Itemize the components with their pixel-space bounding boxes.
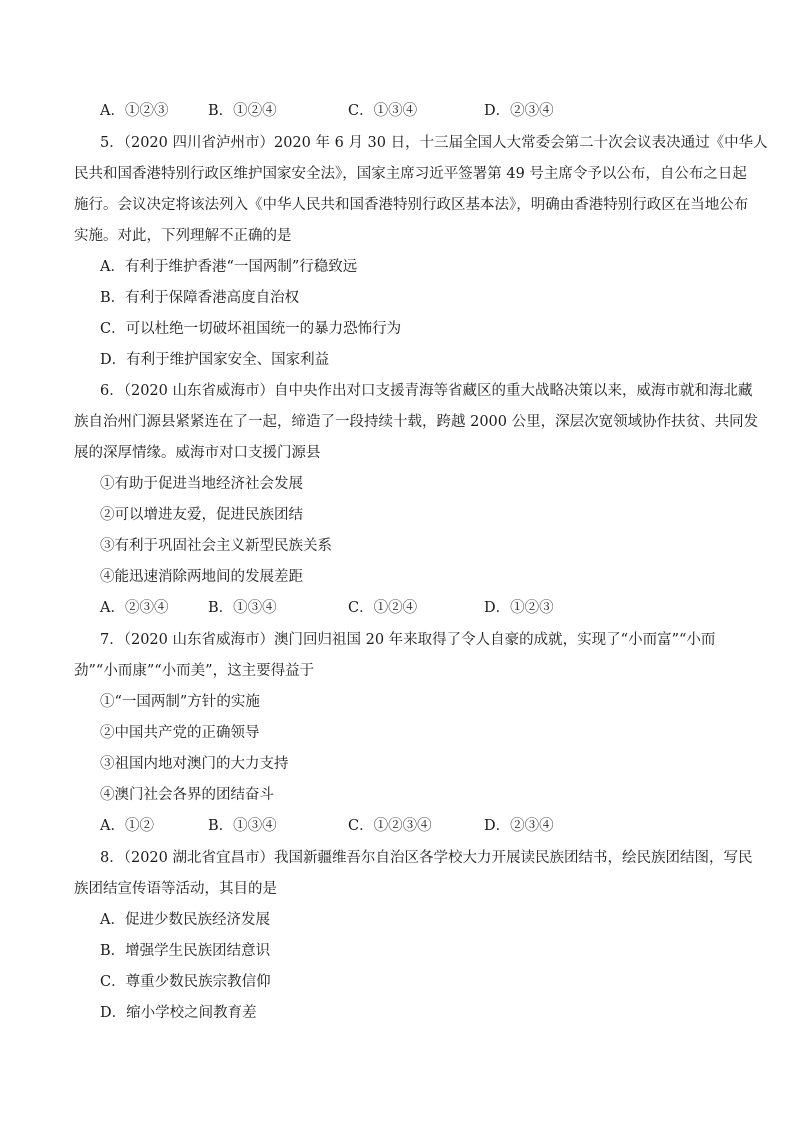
q8-choice-b[interactable]: B．增强学生民族团结意识 xyxy=(100,943,271,959)
q7-option-d[interactable]: D．②③④ xyxy=(484,818,554,834)
q6-stem-line-2: 族自治州门源县紧紧连在了一起，缔造了一段持续十载，跨越 2000 公里，深层次宽领域协作扶贫、共同发 xyxy=(74,414,759,430)
q6-stem-line-1: 6．（2020 山东省威海市）自中央作出对口支援青海等省藏区的重大战略决策以来，威海市就和海北藏 xyxy=(100,383,753,399)
q6-stem-line-3: 展的深厚情缘。威海市对口支援门源县 xyxy=(74,445,321,461)
q4-option-b[interactable]: B．①②④ xyxy=(208,103,277,119)
q6-item-3: ③有利于巩固社会主义新型民族关系 xyxy=(100,538,332,554)
q4-option-d[interactable]: D．②③④ xyxy=(484,103,554,119)
q6-option-d[interactable]: D．①②③ xyxy=(484,600,554,616)
q7-item-4: ④澳门社会各界的团结奋斗 xyxy=(100,787,274,803)
q4-options xyxy=(100,101,700,121)
q5-stem-line-2: 民共和国香港特别行政区维护国家安全法》，国家主席习近平签署第 49 号主席令予以公布，自公布之日起 xyxy=(74,166,747,182)
q7-option-c[interactable]: C．①②③④ xyxy=(348,818,432,834)
q7-option-b[interactable]: B．①③④ xyxy=(208,818,277,834)
q5-stem-line-3: 施行。会议决定将该法列入《中华人民共和国香港特别行政区基本法》，明确由香港特别行政区在当地公布 xyxy=(74,197,749,213)
q8-choice-d[interactable]: D．缩小学校之间教育差 xyxy=(100,1005,257,1021)
q6-options xyxy=(100,598,700,618)
q7-item-1: ①“一国两制”方针的实施 xyxy=(100,694,260,710)
q7-options xyxy=(100,816,700,836)
q5-choice-c[interactable]: C．可以杜绝一切破坏祖国统一的暴力恐怖行为 xyxy=(100,321,402,337)
q6-option-a[interactable]: A．②③④ xyxy=(100,600,169,616)
q5-stem-line-4: 实施。对此，下列理解不正确的是 xyxy=(74,228,292,244)
q5-choice-d[interactable]: D．有利于维护国家安全、国家利益 xyxy=(100,352,330,368)
q4-option-c[interactable]: C．①③④ xyxy=(348,103,418,119)
q5-stem-line-1: 5．（2020 四川省泸州市）2020 年 6 月 30 日，十三届全国人大常委会第二十次会议表决通过《中华人 xyxy=(100,135,768,151)
q6-item-1: ①有助于促进当地经济社会发展 xyxy=(100,476,303,492)
q7-stem-line-1: 7．（2020 山东省威海市）澳门回归祖国 20 年来取得了令人自豪的成就，实现了“小而富”“小而 xyxy=(100,632,716,648)
q6-item-2: ②可以增进友爱，促进民族团结 xyxy=(100,507,303,523)
q7-item-3: ③祖国内地对澳门的大力支持 xyxy=(100,756,289,772)
q6-option-b[interactable]: B．①③④ xyxy=(208,600,277,616)
q8-choice-a[interactable]: A．促进少数民族经济发展 xyxy=(100,912,270,928)
q7-option-a[interactable]: A．①② xyxy=(100,818,154,834)
q5-choice-a[interactable]: A．有利于维护香港“一国两制”行稳致远 xyxy=(100,259,358,275)
q6-option-c[interactable]: C．①②④ xyxy=(348,600,418,616)
q6-item-4: ④能迅速消除两地间的发展差距 xyxy=(100,569,303,585)
q7-item-2: ②中国共产党的正确领导 xyxy=(100,725,260,741)
q5-choice-b[interactable]: B．有利于保障香港高度自治权 xyxy=(100,290,300,306)
q8-stem-line-2: 族团结宣传语等活动，其目的是 xyxy=(74,881,277,897)
q4-option-a[interactable]: A．①②③ xyxy=(100,103,169,119)
q8-choice-c[interactable]: C．尊重少数民族宗教信仰 xyxy=(100,974,271,990)
q8-stem-line-1: 8．（2020 湖北省宜昌市）我国新疆维吾尔自治区各学校大力开展读民族团结书，绘民族团结图，写民 xyxy=(100,850,753,866)
q7-stem-line-2: 劲”“小而康”“小而美”，这主要得益于 xyxy=(74,663,315,679)
